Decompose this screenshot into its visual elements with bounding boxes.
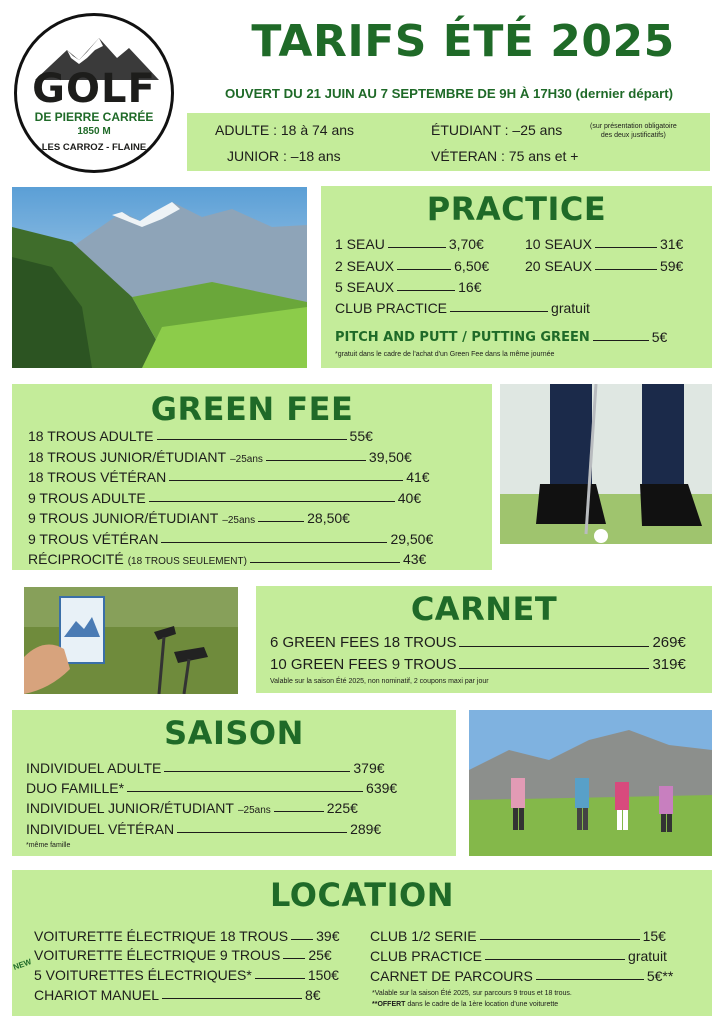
practice-row: 2 SEAUX 6,50€ bbox=[335, 258, 490, 274]
carnet-note: Valable sur la saison Été 2025, non nominatif, 2 coupons maxi par jour bbox=[270, 678, 489, 685]
practice-row: CLUB PRACTICE gratuit bbox=[335, 300, 590, 316]
location-panel bbox=[12, 870, 712, 1016]
carnet-panel bbox=[256, 586, 712, 693]
category-etudiant: ÉTUDIANT : –25 ans bbox=[431, 122, 563, 138]
category-junior: JUNIOR : –18 ans bbox=[227, 148, 341, 164]
category-etudiant-note: (sur présentation obligatoire des deux justificatifs) bbox=[590, 123, 677, 139]
golfer-feet-photo bbox=[500, 384, 712, 544]
categories-panel bbox=[187, 113, 710, 171]
new-badge: NEW bbox=[12, 957, 33, 972]
mountain-landscape-photo bbox=[12, 187, 307, 368]
logo bbox=[14, 13, 174, 173]
golfers-group-photo bbox=[469, 710, 712, 856]
green-fee-row: RÉCIPROCITÉ (18 TROUS SEULEMENT) 43€ bbox=[28, 551, 427, 567]
green-fee-row: 18 TROUS JUNIOR/ÉTUDIANT –25ans 39,50€ bbox=[28, 448, 412, 465]
location-row: 5 VOITURETTES ÉLECTRIQUES* 150€ bbox=[34, 967, 339, 983]
carnet-booklet-photo bbox=[24, 587, 238, 694]
location-row: VOITURETTE ÉLECTRIQUE 18 TROUS 39€ bbox=[34, 928, 340, 944]
green-fee-title: GREEN FEE bbox=[150, 390, 354, 428]
location-row: CHARIOT MANUEL 8€ bbox=[34, 987, 321, 1003]
green-fee-row: 18 TROUS ADULTE 55€ bbox=[28, 428, 373, 444]
location-row: CARNET DE PARCOURS 5€** bbox=[370, 968, 674, 984]
practice-title: PRACTICE bbox=[426, 190, 607, 228]
page-title: TARIFS ÉTÉ 2025 bbox=[251, 16, 675, 67]
practice-row: 20 SEAUX 59€ bbox=[525, 258, 684, 274]
logo-word: GOLF bbox=[32, 66, 156, 112]
saison-row: INDIVIDUEL JUNIOR/ÉTUDIANT –25ans 225€ bbox=[26, 800, 358, 816]
green-fee-row: 9 TROUS VÉTÉRAN 29,50€ bbox=[28, 530, 434, 547]
location-row: CLUB PRACTICE gratuit bbox=[370, 948, 667, 964]
location-note-1: *Valable sur la saison Été 2025, sur parcours 9 trous et 18 trous. bbox=[372, 990, 572, 997]
logo-place: LES CARROZ - FLAINE bbox=[41, 142, 147, 153]
saison-row: INDIVIDUEL VÉTÉRAN 289€ bbox=[26, 821, 382, 837]
green-fee-panel bbox=[12, 384, 492, 570]
practice-row: 1 SEAU 3,70€ bbox=[335, 236, 484, 252]
carnet-title: CARNET bbox=[410, 590, 558, 628]
logo-line1: DE PIERRE CARRÉE bbox=[34, 110, 154, 124]
pitch-and-putt-row: PITCH AND PUTT / PUTTING GREEN 5€ bbox=[335, 329, 668, 345]
carnet-row: 6 GREEN FEES 18 TROUS 269€ bbox=[270, 634, 686, 651]
practice-note: *gratuit dans le cadre de l'achat d'un Green Fee dans la même journée bbox=[335, 351, 555, 358]
practice-row: 5 SEAUX 16€ bbox=[335, 279, 482, 295]
location-note-2: **OFFERT dans le cadre de la 1ère location d'une voiturette bbox=[372, 1001, 559, 1008]
green-fee-row: 9 TROUS ADULTE 40€ bbox=[28, 489, 422, 506]
saison-panel bbox=[12, 710, 456, 856]
location-row: VOITURETTE ÉLECTRIQUE 9 TROUS 25€ bbox=[34, 947, 332, 963]
category-adulte: ADULTE : 18 à 74 ans bbox=[215, 122, 355, 138]
green-fee-row: 9 TROUS JUNIOR/ÉTUDIANT –25ans 28,50€ bbox=[28, 510, 350, 526]
saison-row: INDIVIDUEL ADULTE 379€ bbox=[26, 760, 385, 776]
saison-row: DUO FAMILLE* 639€ bbox=[26, 780, 398, 796]
practice-row: 10 SEAUX 31€ bbox=[525, 236, 684, 252]
page-subtitle: OUVERT DU 21 JUIN AU 7 SEPTEMBRE DE 9H À 17H30 (dernier départ) bbox=[225, 86, 673, 101]
practice-panel bbox=[321, 186, 712, 368]
location-row: CLUB 1/2 SERIE 15€ bbox=[370, 928, 666, 944]
green-fee-row: 18 TROUS VÉTÉRAN 41€ bbox=[28, 469, 430, 485]
saison-title: SAISON bbox=[164, 714, 304, 752]
logo-altitude: 1850 M bbox=[77, 126, 111, 137]
location-title: LOCATION bbox=[270, 876, 454, 914]
carnet-row: 10 GREEN FEES 9 TROUS 319€ bbox=[270, 656, 686, 673]
category-veteran: VÉTERAN : 75 ans et + bbox=[431, 148, 579, 164]
saison-note: *même famille bbox=[26, 842, 71, 849]
